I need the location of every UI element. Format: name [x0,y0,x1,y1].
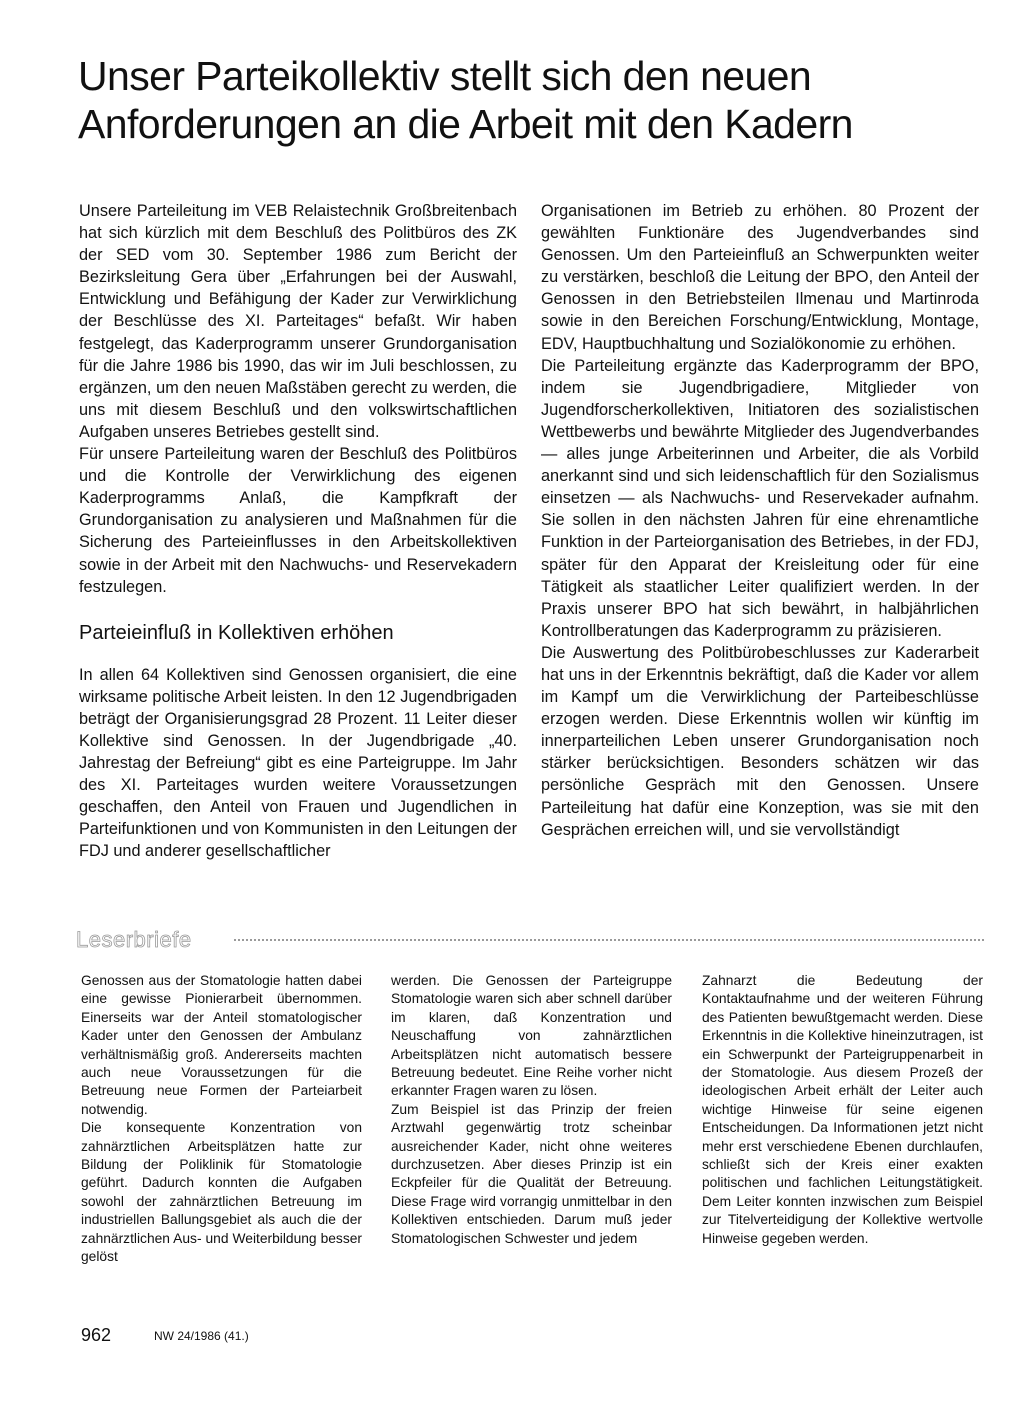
article-paragraph: Die Auswertung des Politbürobeschlusses zur Kaderarbeit hat uns in der Erkenntnis bekräftigt, daß die Kader vor allem im Kampf um die Verwirklichung der Parteibeschlüsse erzogen werden. Diese Erkenntnis wollen wir künftig im innerparteilichen Leben unserer Grundorganisation noch stärker berücksichtigen. Besonders schätzen wir das persönliche Gespräch mit den Genossen. Unsere Parteileitung hat dafür eine Konzeption, was sie mit den Gesprächen erreichen will, und sie vervollständigt [541,643,979,839]
article-paragraph: Für unsere Parteileitung waren der Beschluß des Politbüros und die Kontrolle der Verwirklichung des eigenen Kaderprogramms Anlaß, die Kampfkraft der Grundorganisation zu analysieren und Maßnahmen für die Sicherung des Parteieinflusses in den Arbeitskollektiven sowie in der Arbeit mit den Nachwuchs- und Reservekadern festzulegen. [79,445,517,596]
section-divider [234,939,984,941]
page-number: 962 [81,1325,112,1345]
article-paragraph: Die Parteileitung ergänzte das Kaderprogramm der BPO, indem sie Jugendbrigadiere, Mitglieder von Jugendforscherkollektiven, Initiatoren des sozialistischen Wettbewerbs und bewährte Mitglieder des Jugendverbandes — alles junge Arbeiterinnen und Arbeiter, die als Vorbild anerkannt sind und sich leidenschaftlich für den Sozialismus einsetzen — als Nachwuchs- und Reservekader aufnahm. Sie sollen in den nächsten Jahren für eine ehrenamtliche Funktion in der Parteiorganisation des Betriebes, in der FDJ, später für den Apparat der Kreisleitung oder für eine Tätigkeit als staatlicher Leiter qualifiziert werden. In der Praxis unserer BPO hat sich bewährt, in halbjährlichen Kontrollberatungen das Kaderprogramm zu präzisieren. [541,356,979,640]
letter-paragraph: Genossen aus der Stomatologie hatten dabei eine gewisse Pionierarbeit übernommen. Einerseits war der Anteil stomatologischer Kader unter den Genossen der Ambulanz verhältnismäßig groß. Andererseits machten auch neue Voraussetzungen für die Betreuung neue Formen der Parteiarbeit notwendig. [81,973,362,1117]
letter-column-2 [391,972,672,1248]
article-title-line-1: Unser Parteikollektiv stellt sich den neuen [78,53,812,99]
letter-column-3 [702,972,983,1248]
letter-paragraph: Zahnarzt die Bedeutung der Kontaktaufnahme und der weiteren Führung des Patienten bewußtgemacht werden. Diese Erkenntnis in die Kollektive hineinzutragen, ist ein Schwerpunkt der Parteigruppenarbeit in der Stomatologie. Aus diesem Prozeß der ideologischen Arbeit erhält der Leiter auch wichtige Hinweise für seine eigenen Entscheidungen. Da Informationen jetzt nicht mehr erst verschiedene Ebenen durchlaufen, schließt sich der Kreis einer exakten politischen und fachlichen Leitungstätigkeit. Dem Leiter konnten inzwischen zum Beispiel zur Titelverteidigung der Kollektive wertvolle Hinweise gegeben werden. [702,973,983,1246]
article-subheading: Parteieinfluß in Kollektiven erhöhen [79,621,394,644]
article-column-right [541,200,979,841]
letter-column-1 [81,972,362,1267]
section-label: Leserbriefe [76,927,192,952]
article-column-left [79,200,517,863]
letter-paragraph: werden. Die Genossen der Parteigruppe Stomatologie waren sich aber schnell darüber im klaren, daß Konzentration und Neuschaffung von zahnärztlichen Arbeitsplätzen nicht automatisch bessere Betreuung bedeutet. Eine Reihe vorher nicht erkannter Fragen waren zu lösen. [391,973,672,1099]
letter-paragraph: Zum Beispiel ist das Prinzip der freien Arztwahl gegenwärtig trotz scheinbar ausreichender Kader, nicht ohne weiteres durchzusetzen. Aber dieses Prinzip ist ein Eckpfeiler für die Qualität der Betreuung. Diese Frage wird vorrangig unmittelbar in den Kollektiven entschieden. Darum muß jeder Stomatologischen Schwester und jedem [391,1101,672,1246]
article-paragraph: Organisationen im Betrieb zu erhöhen. 80 Prozent der gewählten Funktionäre des Jugendverbandes sind Genossen. Um den Parteieinfluß an Schwerpunkten weiter zu verstärken, beschloß die Leitung der BPO, den Anteil der Genossen in den Betriebsteilen Ilmenau und Martinroda sowie in den Bereichen Forschung/Entwicklung, Montage, EDV, Hauptbuchhaltung und Sozialökonomie zu erhöhen. [541,202,979,353]
letter-paragraph: Die konsequente Konzentration von zahnärztlichen Arbeitsplätzen hatte zur Bildung der Poliklinik für Stomatologie geführt. Dadurch konnten die Aufgaben sowohl der zahnärztlichen Betreuung im industriellen Ballungsgebiet als auch die der zahnärztlichen Aus- und Weiterbildung besser gelöst [81,1120,362,1265]
issue-reference: NW 24/1986 (41.) [154,1329,249,1343]
article-title-line-2: Anforderungen an die Arbeit mit den Kadern [78,101,853,147]
article-title [78,52,978,148]
article-paragraph: In allen 64 Kollektiven sind Genossen organisiert, die eine wirksame politische Arbeit leisten. In den 12 Jugendbrigaden beträgt der Organisierungsgrad 28 Prozent. 11 Leiter dieser Kollektive sind Genossen. In der Jugendbrigade „40. Jahrestag der Befreiung“ gibt es eine Parteigruppe. Im Jahr des XI. Parteitages wurden weitere Voraussetzungen geschaffen, den Anteil von Frauen und Jugendlichen in Parteifunktionen und von Kommunisten in den Leitungen der FDJ und anderer gesellschaftlicher [79,665,517,861]
section-header-leserbriefe [76,926,986,954]
article-paragraph: Unsere Parteileitung im VEB Relaistechnik Großbreitenbach hat sich kürzlich mit dem Beschluß des Politbüros des ZK der SED vom 30. September 1986 zum Bericht der Bezirksleitung Gera über „Erfahrungen bei der Auswahl, Entwicklung und Befähigung der Kader zur Verwirklichung der Beschlüsse des XI. Parteitages“ befaßt. Wir haben festgelegt, das Kaderprogramm unserer Grundorganisation für die Jahre 1986 bis 1990, das wir im Juli beschlossen, zu ergänzen, um den neuen Maßstäben gerecht zu werden, die uns mit diesem Beschluß und den volkswirtschaftlichen Aufgaben unseres Betriebes gestellt sind. [79,202,517,441]
